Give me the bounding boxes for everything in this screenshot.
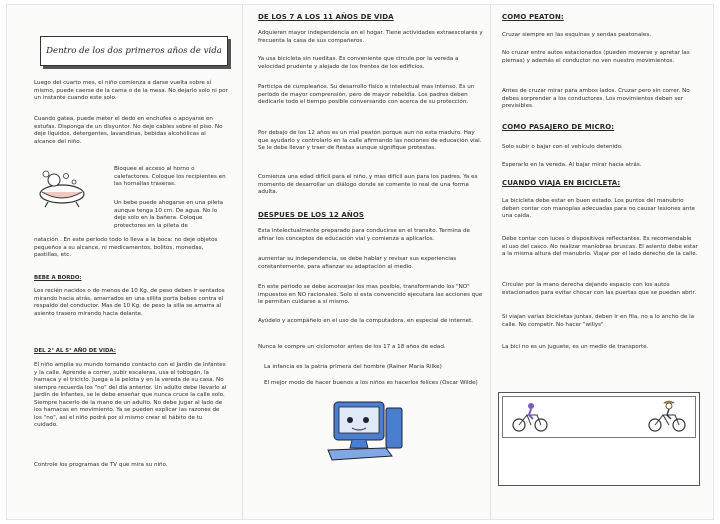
section-heading: COMO PEATON: <box>502 13 564 21</box>
paragraph: En este periodo se debe aconsejar los mas posible, transformando los "NO" impuestos en NO racionales. Solo si esta convencido ejecutara las acciones que le permitan cuidarse a sí mismo. <box>258 284 483 305</box>
paragraph: Luego del cuarto mes, el niño comienza a darse vuelta sobre sí mismo, puede caerse de la cama o de la mesa. No dejarlo solo ni por un instante cuando este solo. <box>34 80 228 101</box>
quote: El mejor modo de hacer buenos a los niños es hacerlos felices (Oscar Wilde) <box>264 380 478 386</box>
brochure-page <box>6 4 714 520</box>
paragraph: natación . En este periodo todo lo lleva a la boca: no deje objetos pequeños a su alcance, ni medicamentos, bolitos, monedas, pastillas, etc. <box>34 237 218 258</box>
paragraph: Participa de cumpleaños. Su desarrollo físico e intelectual mas intenso. Es un periodo de mayor comprensión, pero de mayor rebeldía. Los padres deben dedicarle todo el tiempo posible conversando con acerca de su protección. <box>258 84 475 105</box>
paragraph: Circular por la mano derecha dejando espacio con los autos estacionados para evitar chocar con las puertas que se puedan abrir. <box>502 282 697 296</box>
paragraph: aumentar su independencia, se debe hablar y revisar sus experiencias constantemente, para afianzar su adaptación al medio. <box>258 256 457 270</box>
paragraph: La bici no es un juguete, es un medio de transporte. <box>502 344 649 350</box>
paragraph: Solo subir o bajar con el vehículo detenido. <box>502 144 623 150</box>
paragraph: Los recién nacidos o de menos de 10 Kg. de peso deben ir sentados mirando hacia atrás, amarrados en una sillita porta bebes contra el respaldo del conductor. Mas de 10 Kg. de peso la silla se amarra al asiento trasero mirando hacia delante. <box>34 288 225 317</box>
illustration-frame <box>498 392 700 486</box>
paragraph: Bloquee el acceso al horno o calefactores. Coloque los recipientes en las hornallas traseras. <box>114 166 226 187</box>
paragraph: Adquieren mayor independencia en el hogar. Tiene actividades extraescolares y frecuenta la casa de sus compañeros. <box>258 30 483 44</box>
computer-icon <box>326 398 408 468</box>
paragraph: La bicicleta debe estar en buen estado. Los puntos del manubrio deben contar con manoplas adecuadas para no causar lesiones ante una caída. <box>502 198 695 219</box>
paragraph: El niño amplia su mundo tomando contacto con el Jardín de Infantes y la calle. Aprende a correr, subir escaleras, usa el tobogán, la hamaca y el triciclo. Juega a la pelota y en la vereda de su casa. No siempre recuerda los "no" del día anterior. Un adulto debe llevarlo al Jardín de Infantes, se le debe enseñar que nunca cruce la calle solo. Siempre hacerlo de la mano de un adulto. No debe jugar al lado de los hamacas en movimiento. Ya se pueden explicar las razones de los "no", así el niño podrá por sí mismo crear el hábito de tu cuidado. <box>34 362 227 428</box>
paragraph: Ya usa bicicleta sin rueditas. Es conveniente que circule por la vereda a velocidad prudente y alejado de los frentes de los edificios. <box>258 56 459 70</box>
section-heading: CUANDO VIAJA EN BICICLETA: <box>502 179 621 187</box>
paragraph: Ayúdelo y acompáñelo en el uso de la computadora, en especial de internet. <box>258 318 474 324</box>
paragraph: Un bebe puede ahogarse en una pileta aunque tenga 10 cm. De agua. No lo deje solo en la bañera. Coloque protectores en la pileta de <box>114 200 224 229</box>
paragraph: Debe contar con luces o dispositivos reflectantes. Es recomendable el uso del casco. No realizar maniobras bruscas. El asiento debe estar a la misma altura del manubrio. Viajar por el lado derecho de la calle. <box>502 236 698 257</box>
cyclist-icon <box>511 401 549 433</box>
cyclist-helmet-icon <box>647 399 687 433</box>
paragraph: No cruzar entre autos estacionados (pueden moverse y apretar las piernas) y además el conductor no ven nuestro movimientos. <box>502 50 690 64</box>
section-heading: BEBE A BORDO: <box>34 275 82 281</box>
quote: La infancia es la patria primera del hombre (Rainer Maria Rilke) <box>264 364 442 370</box>
paragraph: Cuando gatea, puede meter el dedo en enchufes o apoyarse en estufas. Disponga de un disyuntor. No deje cables sobre el piso. No deje líquidos, detergentes, lavandinas, bebidas alcohólicas al alcance del niño. <box>34 116 223 145</box>
paragraph: Nunca le compre un ciclomotor antes de los 17 a 18 años de edad. <box>258 344 446 350</box>
illustration-strip <box>502 396 696 438</box>
paragraph: Antes de cruzar mirar para ambos lados. Cruzar pero sin correr. No debes sorprender a los conductores. Los movimientos deben ser previsibles. <box>502 88 690 109</box>
paragraph: Comienza una edad difícil para el niño, y mas difícil aun para los padres. Ya es momento de desarrollar un diálogo donde se comente lo real de una forma adulta. <box>258 174 478 195</box>
baby-bath-icon <box>36 164 86 208</box>
section-heading: COMO PASAJERO DE MICRO: <box>502 123 615 131</box>
section-heading: DEL 2° AL 5° AÑO DE VIDA: <box>34 348 116 354</box>
paragraph: Si viajan varias bicicletas juntas, deben ir en fila, no a lo ancho de la calle. No competir. No hacer "willys" <box>502 314 695 328</box>
fold-line <box>242 4 243 520</box>
fold-line <box>490 4 491 520</box>
paragraph: Controle los programas de TV que mira su niño. <box>34 462 168 468</box>
page-title: Dentro de los dos primeros años de vida <box>46 46 222 56</box>
section-heading: DE LOS 7 A LOS 11 AÑOS DE VIDA <box>258 13 394 21</box>
paragraph: Esta intelectualmente preparado para conducirse en el transito. Termina de afinar los conceptos de educación vial y comienza a aplicarlos. <box>258 228 470 242</box>
paragraph: Cruzar siempre en las esquinas y sendas peatonales. <box>502 32 651 38</box>
paragraph: Por debajo de los 12 años es un mal peatón porque aun no esta maduro. Hay que ayudarlo y controlarlo en la calle afirmando las nociones de educación vial. Se le debe llevar y traer de fiestas aunque signifique protestas. <box>258 130 482 151</box>
section-heading: DESPUES DE LOS 12 AÑOS <box>258 211 365 219</box>
paragraph: Esperarlo en la vereda. Al bajar mirar hacia atrás. <box>502 162 642 168</box>
title-box <box>40 36 228 66</box>
